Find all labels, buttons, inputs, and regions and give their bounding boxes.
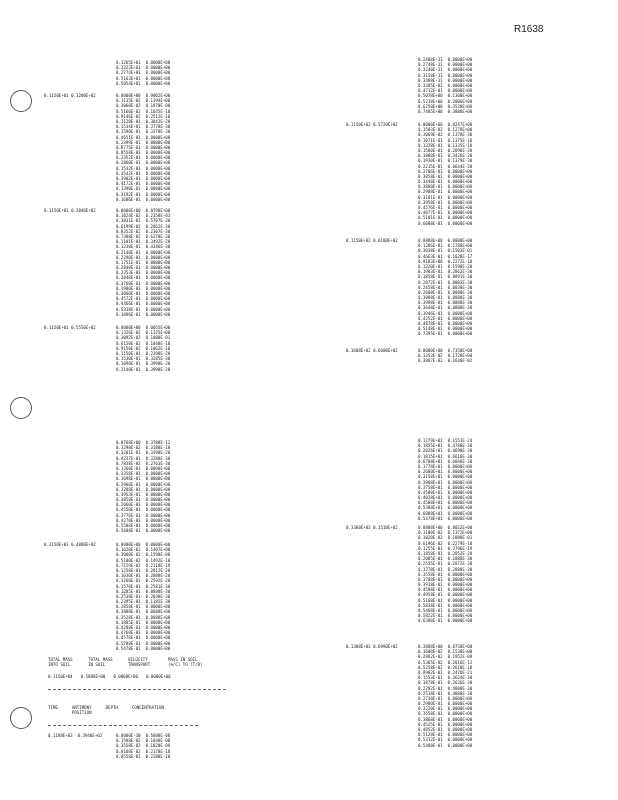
data-row: 0.3069E-02 0.1378E-30 (418, 132, 473, 138)
data-row: 0.6150E-02 0.1048E-10 (116, 340, 171, 346)
data-row: 0.6788E+01 0.6048E-30 (418, 458, 473, 464)
data-row: 0.1534E-01 0.3778E-30 (116, 124, 171, 130)
data-row: 0.4278E-01 0.0000E+00 (116, 517, 171, 523)
data-row: 0.1135E-02 0.1394E+00 (116, 98, 171, 104)
data-row: 0.3958E-01 0.0000E+00 (418, 199, 473, 205)
data-row: 0.3758E+01 0.0000E+00 (418, 484, 473, 490)
data-row: 0.4598E-01 0.0000E+00 (418, 587, 473, 593)
data-row: 0.1255E-01 0.3796E-19 (418, 545, 473, 551)
data-row: 0.3902E-01 0.0000E+00 (116, 176, 171, 181)
data-row: 0.5318E-01 0.0000E+00 (116, 306, 171, 312)
data-row: 0.1390E-01 0.0000E+00 (116, 186, 171, 192)
data-row: 0.3558E-02 0.1828E-09 (116, 743, 171, 749)
mass-summary (48, 657, 238, 679)
data-row: 0.2988E-01 0.0000E+00 (418, 189, 473, 195)
data-row: 0.2680E+01 0.0000E+00 (418, 469, 473, 475)
data-row: 0.2518E-01 0.4888E-30 (418, 690, 473, 696)
data-row: 0.8888E+00 0.8032E+00 (418, 525, 473, 530)
summary-column-header: MASS IN SOIL (%/C) TO (T/D) (168, 657, 203, 668)
summary-column-header: TOTAL MASS IN SOIL (88, 657, 113, 668)
data-row: 0.4588E+01 0.0000E+00 (418, 489, 473, 495)
data-row: 0.2026E+01 0.4698E-30 (418, 448, 473, 454)
data-column (116, 440, 170, 533)
data-row: 0.2060E-01 0.0000E+00 (116, 502, 171, 508)
data-row: 0.2706E-01 0.0000E+00 (418, 168, 473, 174)
data-row: 0.8558E-02 0.2288E-18 (116, 753, 171, 759)
data-row: 0.5181E-01 0.0000E+00 (418, 215, 473, 221)
data-row: 0.1100E-02 0.1372E+00 (418, 530, 473, 536)
data-row: 0.2848E-01 0.0000E+00 (116, 265, 171, 271)
data-row: 0.6196E-02 0.2279E-10 (418, 540, 473, 546)
block-header: 0.1150E+01 0.3200E+02 (44, 93, 96, 98)
data-row: 0.2872E-01 0.8083E-30 (418, 279, 473, 285)
data-row: 0.1279E+01 0.1551E-24 (418, 438, 473, 443)
data-row: 0.3953E-01 0.0000E+00 (116, 491, 171, 497)
punch-hole (10, 707, 32, 729)
data-row: 0.5478E+01 0.0000E+00 (418, 515, 473, 521)
data-column (116, 542, 170, 651)
data-row: 0.1260E-01 0.0000E+00 (116, 465, 171, 471)
data-row: 0.4877E-01 0.0000E+00 (418, 210, 473, 216)
data-row: 0.4651E-01 0.0000E+00 (116, 134, 171, 140)
summary-value: 0.0000E+00 (113, 673, 138, 679)
data-row: 0.4663E-01 0.1028E-17 (418, 253, 473, 259)
data-row: 0.3038E-01 0.1503E-01 (418, 248, 473, 254)
data-row: 0.4172E-01 0.0000E+00 (116, 181, 171, 187)
summary-value: 0.0000E+00 (145, 673, 171, 679)
data-row: 0.3885E-01 0.0000E+00 (116, 619, 171, 625)
data-row: 0.1326E-02 0.1325E+00 (116, 330, 171, 336)
data-row: 0.3860E-01 0.0000E+00 (418, 184, 473, 190)
data-row: 0.7395E-01 0.0000E+00 (418, 331, 473, 337)
data-row: 0.4558E-01 0.0000E+00 (116, 507, 171, 513)
data-row: 0.1858E-01 0.2852E-20 (418, 550, 473, 556)
data-row: 0.1686E-01 0.0000E+00 (116, 196, 171, 202)
data-row: 0.2353E-01 0.0000E+00 (116, 270, 171, 276)
data-row: 0.2399E-01 0.0000E+00 (116, 139, 171, 145)
data-row: 0.3220E-01 0.0000E+00 (418, 706, 473, 712)
data-row: 0.2290E-01 0.0000E+00 (116, 254, 171, 260)
document-id: R1638 (514, 24, 544, 35)
divider (48, 689, 226, 690)
data-row: 0.1890E-01 0.3998E-20 (116, 361, 171, 367)
data-row: 0.1265E+01 0.0000E+00 (116, 60, 171, 65)
data-row: 0.1858E-01 0.8891E-30 (418, 274, 473, 280)
data-row: 0.5128E-01 0.0000E+00 (418, 732, 473, 738)
data-row: 0.6088E+01 0.0000E+00 (418, 510, 473, 516)
data-row: 0.3201E-01 0.3398E-20 (116, 450, 171, 456)
data-row: 0.4288E-01 0.0000E+00 (116, 625, 171, 630)
data-row: 0.2488E-31 0.0000E+00 (418, 57, 473, 62)
data-row: 0.7838E-02 0.2761E-30 (116, 460, 171, 466)
data-row: 0.1101E-01 0.3492E-20 (116, 239, 171, 245)
data-row: 0.1855E+01 0.4788E-30 (418, 443, 473, 449)
data-column (418, 57, 472, 114)
data-row: 0.9183E+00 0.2272E-18 (418, 258, 473, 264)
data-row: 0.1220E-01 0.1598E-20 (418, 263, 473, 269)
data-row: 0.2860E-01 0.0000E+00 (116, 160, 171, 166)
data-row: 0.1778E+01 0.0000E+00 (418, 463, 473, 469)
data-row: 0.1285E-01 0.8888E-30 (116, 588, 171, 594)
block-header: 0.3360E+03 0.1510E+02 (346, 525, 398, 530)
data-row: 0.8982E-01 0.2478E-21 (418, 669, 473, 675)
data-row: 0.3150E-31 0.0000E+00 (418, 72, 473, 78)
table-column-header: ANTIMONY POSITION (71, 705, 92, 716)
data-row: 0.5160E-02 0.1035E-10 (116, 108, 171, 114)
data-row: 0.2140E-01 0.0000E+00 (116, 249, 171, 255)
data-row: 0.8352E-02 0.2307E-30 (116, 228, 171, 234)
data-row: 0.1024E-02 0.2358E-03 (116, 213, 171, 219)
concentration-table-header (48, 705, 218, 716)
data-row: 0.4572E-01 0.0000E+00 (116, 296, 171, 302)
data-row: 0.4237E-01 0.3288E-30 (116, 455, 171, 461)
data-row: 0.3887E-02 0.1640E-02 (418, 358, 473, 364)
data-row: 0.3888E+00 0.8758E+00 (418, 644, 473, 649)
data-row: 0.1698E-01 0.0000E+00 (116, 476, 171, 482)
data-row: 0.3448E-01 0.0000E+00 (418, 179, 473, 185)
data-row: 0.0000E+00 0.0055E+00 (116, 325, 171, 330)
data-row: 0.5488E-01 0.0000E+00 (418, 742, 473, 748)
data-row: 0.2774E+01 0.0000E+00 (116, 70, 171, 76)
data-column (418, 238, 472, 337)
data-row: 0.2882E-02 0.1952E-09 (418, 654, 473, 660)
data-row: 0.6199E-02 0.2862E-30 (116, 223, 171, 229)
data-row: 0.3542E-01 0.0000E+00 (116, 170, 171, 176)
summary-column-header: TOTAL MASS INTO SOIL (48, 657, 73, 668)
data-row: 0.4588E+01 0.0000E+00 (418, 500, 473, 506)
table-column-header: TIME (48, 705, 58, 710)
data-row: 0.5822E-01 0.0000E+00 (418, 613, 473, 619)
data-row: 0.1590E-01 0.3278E-30 (116, 129, 171, 135)
data-row: 0.5078E+00 0.1300E+00 (418, 93, 473, 99)
data-row: 0.2730E-01 0.0000E+00 (418, 695, 473, 701)
data-row: 0.5148E-01 0.0000E+00 (418, 326, 473, 332)
data-column (418, 525, 472, 624)
punch-hole (10, 397, 32, 419)
data-row: 0.2858E-01 0.0000E+00 (116, 604, 171, 610)
block-header: 0.1388E+03 0.6990E+02 (346, 644, 398, 649)
block-header: 0.1150E+01 0.5550E+02 (44, 325, 96, 330)
block-header: 0.1150E+02 0.5720E+02 (346, 122, 398, 127)
data-row: 0.3831E-02 0.5707E-30 (116, 218, 171, 224)
data-row: 0.1030E-01 0.2888E-20 (116, 573, 171, 579)
block-header: 0.1150E+02 0.6100E+02 (346, 238, 398, 243)
data-row: 0.4525E-01 0.0000E+00 (418, 721, 473, 727)
data-row: 0.1680E-02 0.1538E+00 (418, 649, 473, 655)
data-row: 0.2352E-01 0.0000E+00 (116, 155, 171, 161)
data-row: 0.5258E-02 0.2618E-18 (418, 664, 473, 670)
data-row: 0.1071E-01 0.1375E-10 (418, 137, 473, 143)
data-row: 0.5388E+01 0.0000E+00 (418, 505, 473, 511)
data-row: 0.3888E-01 0.0888E+00 (116, 609, 171, 615)
data-column (418, 348, 472, 364)
time-row: 0.1188E+03 0.3940E+02 (48, 733, 103, 738)
data-row: 0.1878E-01 0.2626E-30 (418, 680, 473, 686)
data-row: 0.1930E-01 0.1379E-30 (418, 158, 473, 164)
data-row: 0.5312E-01 0.0000E+00 (418, 737, 473, 743)
data-column (116, 733, 170, 759)
data-row: 0.4878E-01 0.0000E+00 (418, 321, 473, 326)
data-row: 0.1980E-01 0.0000E+00 (116, 285, 171, 291)
data-row: 0.3060E-02 0.1870E-00 (116, 103, 171, 109)
data-row: 0.3858E-01 0.0000E+00 (116, 497, 171, 503)
data-row: 0.0000E-30 0.5888E-08 (116, 733, 171, 738)
data-row: 0.0000E+00 0.9002E+00 (116, 93, 171, 98)
data-row: 0.2215E-01 0.6644E-20 (418, 163, 473, 169)
data-row: 0.0000E+00 0.8790E+00 (116, 208, 171, 213)
data-row: 0.0000E+00 0.0000E+00 (116, 542, 171, 547)
data-row: 0.2608E-01 0.8888E-30 (418, 289, 473, 295)
data-row: 0.3060E-01 0.0000E+00 (116, 291, 171, 296)
data-column (116, 60, 170, 86)
data-row: 0.2555E-01 0.2872E-30 (418, 561, 473, 567)
data-row: 0.7159E-02 0.2118E-19 (116, 562, 171, 568)
data-row: 0.1120E-01 0.3042E-20 (116, 118, 171, 124)
data-row: 0.1230E-01 0.4346E-30 (116, 244, 171, 250)
data-row: 0.3285E-02 0.0000E+00 (418, 82, 473, 88)
data-row: 0.1258E-01 0.2812E-20 (116, 567, 171, 573)
data-row: 0.3158E+01 0.0000E+00 (418, 474, 473, 480)
data-row: 0.3488E-31 0.0000E+00 (418, 77, 473, 83)
table-column-header: DEPTH (105, 705, 118, 710)
summary-column-header: VELOCITY TRANSPORT (128, 657, 151, 668)
data-row: 0.4712E-01 0.0000E+00 (418, 88, 473, 94)
data-row: 0.9146E-02 0.2512E-10 (116, 113, 171, 119)
data-row: 0.3788E-01 0.0000E+00 (418, 576, 473, 582)
data-column (418, 122, 472, 226)
divider (48, 725, 198, 726)
data-row: 0.3181E-01 0.0000E+00 (418, 194, 473, 200)
data-row: 0.1880E-01 0.3426E-20 (418, 153, 473, 159)
data-row: 0.9150E-02 0.1062E-10 (116, 345, 171, 351)
data-row: 0.3058E-01 0.0000E+00 (418, 173, 473, 179)
data-row: 0.4578E-01 0.0000E+00 (116, 635, 171, 641)
summary-value: 0.5080E+00 (80, 673, 106, 679)
data-row: 0.4576E-01 0.0000E+00 (418, 205, 473, 210)
data-row: 0.1583E-02 0.1278E+00 (418, 127, 473, 133)
data-row: 0.6250E+00 0.3528E+00 (418, 103, 473, 109)
data-row: 0.1020E-02 0.1407E+00 (116, 547, 171, 553)
data-column (418, 438, 472, 521)
data-row: 0.3998E-01 0.8888E-30 (418, 300, 473, 306)
data-row: 0.1322E+01 0.0000E+00 (116, 65, 171, 71)
data-row: 0.5218E+00 0.2006E+00 (418, 98, 473, 104)
data-row: 0.3088E-01 0.8888E-30 (418, 295, 473, 301)
data-row: 0.6088E-01 0.0000E+00 (418, 220, 473, 226)
data-column (116, 93, 170, 202)
data-row: 0.2538E-01 0.2038E-30 (116, 593, 171, 599)
data-row: 0.1532E-01 0.0000E+00 (116, 165, 171, 171)
data-row: 0.3298E-02 0.3188E-18 (116, 445, 171, 451)
data-row: 0.8775E-01 0.0000E+00 (116, 144, 171, 150)
data-row: 0.3946E-01 0.0000E+00 (418, 310, 473, 316)
data-row: 0.3092E-02 0.1008E-01 (116, 335, 171, 341)
data-row: 0.5188E-01 0.0000E+00 (418, 597, 473, 603)
data-column (116, 325, 170, 372)
data-row: 0.5365E-02 0.2016E-12 (418, 659, 473, 665)
data-row: 0.3080E-02 0.1598E-00 (116, 552, 171, 558)
data-row: 0.0768E+00 0.3788E-12 (116, 440, 171, 445)
block-header: 0.1150E+03 0.4800E+02 (44, 542, 96, 547)
data-row: 0.5180E-02 0.1492E-10 (116, 557, 171, 563)
data-row: 0.2085E-01 0.1888E-30 (418, 556, 473, 562)
data-row: 0.4768E-01 0.0000E+00 (116, 630, 171, 636)
data-row: 0.6108E-02 0.2178E-18 (116, 748, 171, 754)
data-row: 0.1815E+01 0.6618E-30 (418, 453, 473, 459)
data-row: 0.5054E+01 0.0000E+00 (116, 80, 171, 86)
data-row: 0.1896E-01 0.0000E+00 (116, 311, 171, 317)
data-row: 0.7485E+00 0.3888E+00 (418, 108, 473, 114)
data-row: 0.1578E-01 0.2581E-30 (116, 583, 171, 589)
data-row: 0.3988E+01 0.0000E+00 (418, 479, 473, 485)
data-row: 0.5163E+01 0.0000E+00 (116, 75, 171, 81)
data-row: 0.0000E+00 0.7358E+00 (418, 348, 473, 353)
data-row: 0.1983E-01 0.2862E-30 (418, 269, 473, 275)
data-row: 0.2848E-01 0.0000E+00 (116, 275, 171, 281)
data-row: 0.4852E-01 0.0000E+00 (418, 727, 473, 732)
data-row: 0.4252E-01 0.0000E+00 (418, 315, 473, 321)
data-row: 0.1150E-01 0.2398E-20 (116, 350, 171, 356)
data-row: 0.3760E-01 0.0000E+00 (116, 280, 171, 286)
data-row: 0.6388E-01 0.0000E+00 (418, 618, 473, 624)
data-row: 0.2395E-01 0.1185E-30 (116, 599, 171, 605)
data-row: 0.1260E-01 0.2592E-20 (116, 578, 171, 584)
data-row: 0.2960E-01 0.0000E+00 (116, 481, 171, 487)
data-row: 0.0000E+00 0.8247E+00 (418, 122, 473, 127)
data-row: 0.1530E-01 0.3285E-30 (116, 356, 171, 362)
data-row: 0.5478E-01 0.0000E+00 (116, 645, 171, 651)
data-row: 0.5688E-01 0.0000E+00 (116, 528, 171, 534)
data-row: 0.5838E-01 0.0000E+00 (418, 602, 473, 608)
data-row: 0.1553E-01 0.3624E-30 (418, 675, 473, 681)
data-row: 0.2458E-01 0.0038E-30 (418, 284, 473, 290)
data-row: 0.4958E-01 0.0000E+00 (418, 592, 473, 598)
data-row: 0.1353E-02 0.1728E+00 (418, 353, 473, 359)
block-header: 0.1688E+02 0.6600E+02 (346, 348, 398, 353)
data-row: 0.3278E-01 0.2888E-30 (418, 566, 473, 572)
data-row: 0.1328E-01 0.1335E-18 (418, 142, 473, 148)
data-row: 0.1358E-01 0.0000E+00 (116, 471, 171, 477)
data-row: 0.2748E-31 0.0000E+00 (418, 62, 473, 68)
data-row: 0.1588E-02 0.1848E-08 (116, 738, 171, 744)
data-row: 0.3558E-01 0.0000E+00 (418, 711, 473, 717)
data-row: 0.8558E-01 0.0000E+00 (116, 150, 171, 156)
data-row: 0.3240E-31 0.0000E+00 (418, 67, 473, 73)
data-row: 0.5468E-01 0.0000E+00 (418, 608, 473, 613)
data-row: 0.4466E-01 0.0000E+00 (116, 301, 171, 307)
block-header: 0.1150E+01 0.3840E+02 (44, 208, 96, 213)
data-row: 0.3528E-01 0.0888E+00 (116, 614, 171, 620)
data-column (116, 208, 170, 317)
data-row: 0.8888E+00 0.0000E+00 (418, 238, 473, 243)
data-column (418, 644, 472, 748)
data-row: 0.1286E-01 0.1788E+00 (418, 243, 473, 249)
data-row: 0.3776E-01 0.0000E+00 (116, 512, 171, 518)
data-row: 0.3648E-01 0.8888E-30 (418, 305, 473, 311)
data-row: 0.3820E-02 0.1888E-01 (418, 535, 473, 541)
data-row: 0.2292E-01 0.4888E-30 (418, 685, 473, 691)
data-row: 0.3558E-01 0.0000E+00 (418, 571, 473, 577)
data-row: 0.1751E-01 0.0000E+00 (116, 259, 171, 265)
data-row: 0.3868E-01 0.0000E+00 (418, 716, 473, 722)
punch-hole (10, 90, 32, 112)
data-row: 0.2900E-01 0.0000E+00 (418, 701, 473, 707)
data-row: 0.3192E-01 0.0000E+00 (116, 191, 171, 197)
data-row: 0.7388E-02 0.6278E-20 (116, 233, 171, 239)
data-row: 0.4028E+01 0.0000E+00 (418, 495, 473, 501)
data-row: 0.2140E-01 0.3998E-20 (116, 366, 171, 372)
summary-value: 0.1150E+04 (48, 673, 73, 679)
data-row: 0.3918E-01 0.0000E+00 (418, 582, 473, 588)
data-row: 0.3288E-01 0.0000E+00 (116, 486, 171, 492)
data-row: 0.1580E-01 0.2098E-20 (418, 147, 473, 153)
data-row: 0.5588E-01 0.0000E+00 (116, 523, 171, 528)
data-row: 0.5788E-01 0.0000E+00 (116, 640, 171, 646)
table-column-header: CONCENTRATION (131, 705, 164, 710)
